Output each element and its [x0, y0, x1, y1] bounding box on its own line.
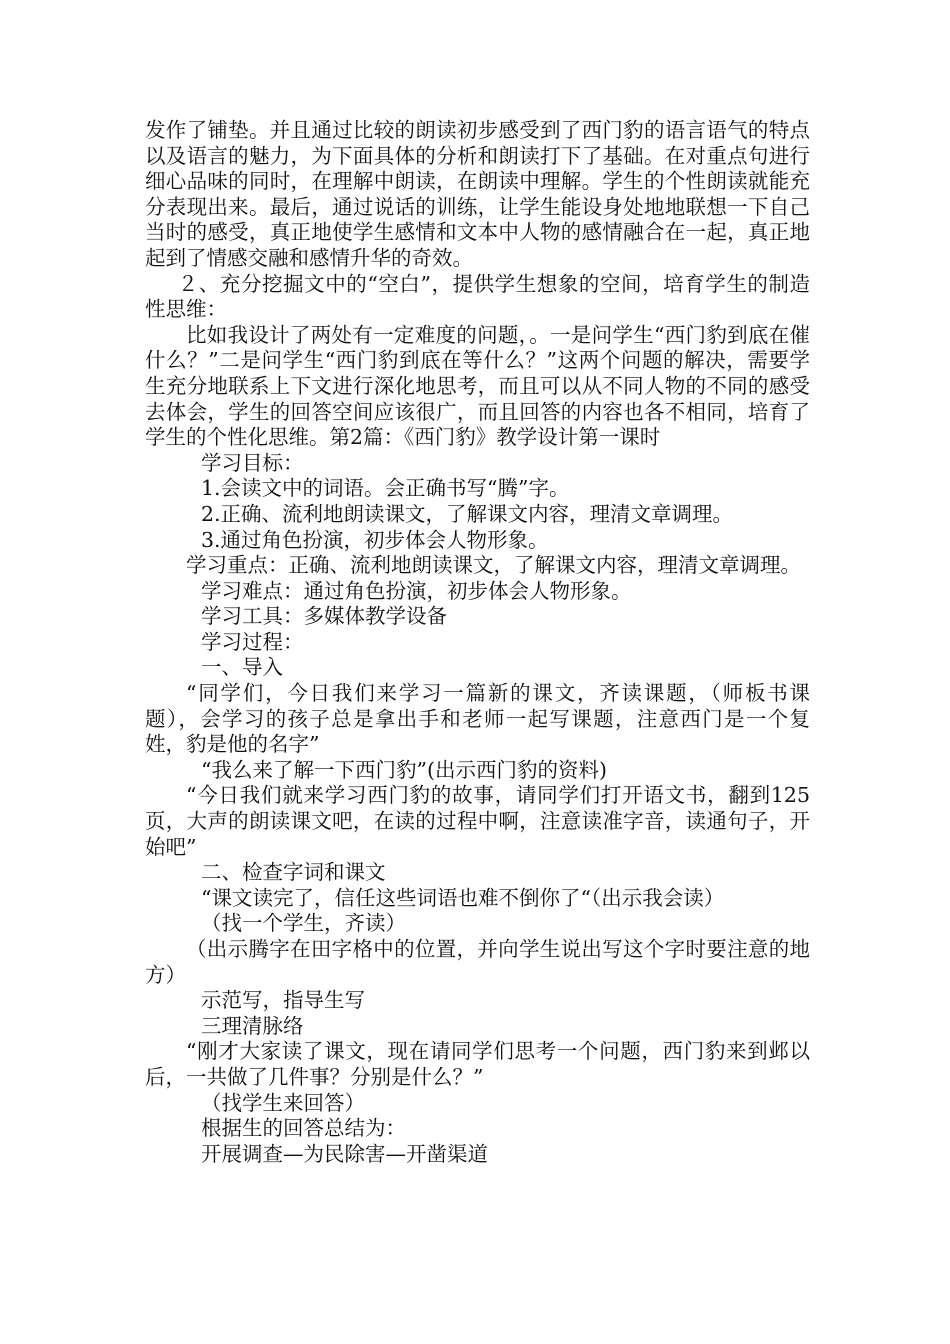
demo-writing: 示范写，指导生写	[201, 988, 365, 1013]
goal-item-1: 1.会读文中的词语。会正确书写“腾”字。	[201, 476, 570, 501]
learning-tools: 学习工具：多媒体教学设备	[201, 604, 447, 629]
paragraph-point-2: ２、充分挖掘文中的“空白”，提供学生想象的空间，培育学生的制造性思维：	[145, 271, 810, 322]
document-body	[145, 118, 810, 1167]
summary-intro: 根据生的回答总结为：	[201, 1116, 406, 1141]
section-outline-heading: 三理清脉络	[201, 1013, 304, 1038]
section-check-heading: 二、检查字词和课文	[201, 860, 386, 885]
learning-difficulty: 学习难点：通过角色扮演，初步体会人物形象。	[201, 578, 632, 603]
summary-line: 开展调查—为民除害—开凿渠道	[201, 1141, 488, 1166]
intro-quote-2: “我么来了解一下西门豹”(出示西门豹的资料)	[201, 757, 607, 782]
paragraph-summary: 发作了铺垫。并且通过比较的朗读初步感受到了西门豹的语言语气的特点以及语言的魅力，为下面具体的分析和朗读打下了基础。在对重点句进行细心品味的同时，在理解中朗读，在朗读中理解。学生的个性朗读就能充分表现出来。最后，通过说话的训练，让学生能设身处地地联想一下自己当时的感受，真正地使学生感情和文本中人物的感情融合在一起，真正地起到了情感交融和感情升华的奇效。	[145, 118, 810, 270]
intro-quote-3: “今日我们就来学习西门豹的故事，请同学们打开语文书，翻到125页，大声的朗读课文吧，在读的过程中啊，注意读准字音，读通句子，开始吧”	[145, 783, 810, 859]
learning-process-heading: 学习过程：	[201, 629, 304, 654]
learning-goals-heading: 学习目标：	[201, 450, 304, 475]
learning-focus: 学习重点：正确、流利地朗读课文，了解课文内容，理清文章调理。	[186, 553, 801, 578]
section-intro-heading: 一、导入	[201, 655, 283, 680]
outline-answer-note: （找学生来回答）	[201, 1090, 365, 1115]
write-character-note: （出示腾字在田字格中的位置，并向学生说出写这个字时要注意的地方）	[145, 937, 810, 987]
intro-quote-1: “同学们，今日我们来学习一篇新的课文，齐读课题，（师板书课题），会学习的孩子总是拿出手和老师一起写课题，注意西门是一个复姓，豹是他的名字”	[145, 681, 810, 757]
check-quote: “课文读完了，信任这些词语也难不倒你了“（出示我会读）	[201, 885, 725, 910]
goal-item-2: 2.正确、流利地朗读课文，了解课文内容，理清文章调理。	[201, 501, 734, 526]
check-note: （找一个学生，齐读）	[201, 911, 406, 936]
goal-item-3: 3.通过角色扮演，初步体会人物形象。	[201, 527, 549, 552]
outline-question: “刚才大家读了课文，现在请同学们思考一个问题，西门豹来到邺以后，一共做了几件事？分别是什么？”	[145, 1039, 810, 1089]
paragraph-example-questions: 比如我设计了两处有一定难度的问题，。一是问学生“西门豹到底在催什么？”二是问学生“西门豹到底在等什么？”这两个问题的解决，需要学生充分地联系上下文进行深化地思考，而且可以从不同人物的不同的感受去体会，学生的回答空间应该很广，而且回答的内容也各不相同，培育了学生的个性化思维。第2篇：《西门豹》教学设计第一课时	[145, 322, 810, 450]
